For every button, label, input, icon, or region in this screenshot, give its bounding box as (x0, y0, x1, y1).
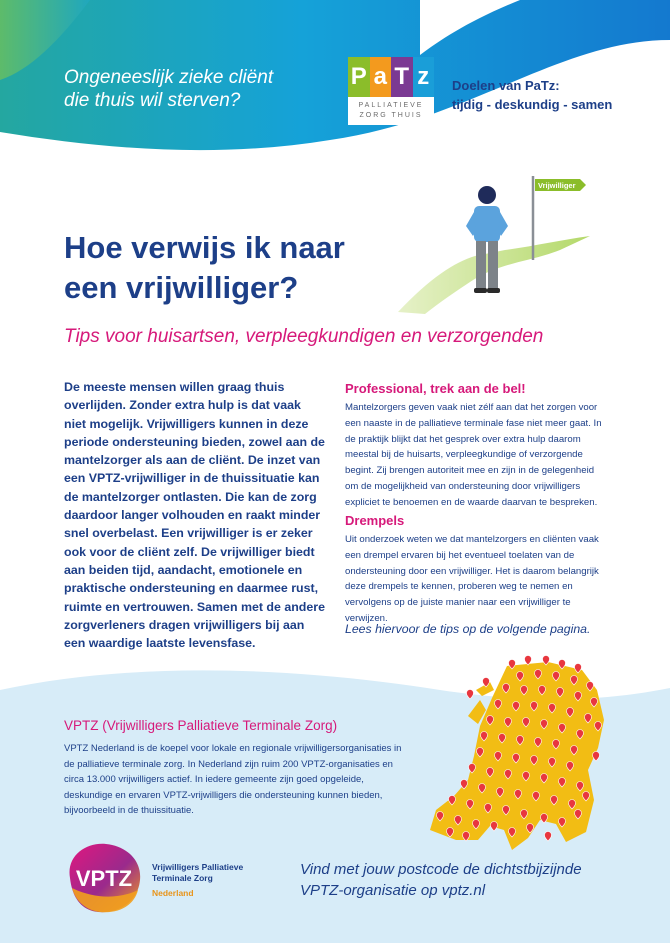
vptz-title: VPTZ (Vrijwilligers Palliatieve Terminale Zorg) (64, 718, 338, 733)
section-drempels-heading: Drempels (345, 513, 405, 528)
page-title-line1: Hoe verwijs ik naar (64, 230, 345, 265)
section-drempels-body: Uit onderzoek weten we dat mantelzorgers en cliënten vaak een drempel ervaren bij het eventueel toelaten van de ondersteuning door een vrijwilliger. Het is daarom belangrijk deze drempels te kennen, proberen weg te nemen en vervolgens op de juiste manier naar een vrijwilliger te verwijzen. (345, 534, 599, 624)
map-pin-icon (545, 832, 552, 841)
patz-logo-subtitle-line2: ZORG THUIS (359, 112, 423, 119)
vptz-name-line3: Nederland (152, 888, 194, 898)
header-question-line2: die thuis wil sterven? (64, 90, 241, 111)
patz-logo-letter-z: z (413, 57, 435, 97)
vptz-name-line2: Terminale Zorg (152, 873, 213, 883)
postcode-cta (300, 859, 582, 901)
patz-logo-letter-p: P (348, 57, 370, 97)
sign-text: Vrijwilliger (538, 181, 576, 190)
vptz-name-line1: Vrijwilligers Palliatieve (152, 862, 244, 872)
vptz-logo (62, 840, 146, 916)
section-professional-body: Mantelzorgers geven vaak niet zélf aan dat het zorgen voor een naaste in de palliatieve terminale fase niet meer gaat. In de praktijk blijkt dat het gesprek over extra hulp daarom meestal bij de huisarts, verpleegkundige of verzorgende begint. Zij brengen autoriteit mee en zijn in de gelegenheid om de mogelijkheid van ondersteuning door vrijwilligers expliciet te benoemen en de waarde daarvan te bespreken. (345, 402, 602, 508)
vptz-organisation-name (152, 862, 243, 899)
patz-logo-letter-a: a (370, 57, 392, 97)
patz-logo-subtitle-line1: PALLIATIEVE (358, 102, 424, 109)
postcode-cta-line2: VPTZ-organisatie op vptz.nl (300, 882, 486, 899)
map-pin-icon (491, 822, 498, 832)
section-professional-heading: Professional, trek aan de bel! (345, 381, 526, 396)
patz-goals-line1: Doelen van PaTz: (452, 78, 560, 93)
header-question-line1: Ongeneeslijk zieke cliënt (64, 67, 274, 88)
intro-paragraph: De meeste mensen willen graag thuis overlijden. Zonder extra hulp is dat vaak niet mogelijk. Vrijwilligers kunnen in deze periode ondersteuning bieden, zowel aan de mantelzorger als aan de cliënt. De inzet van een VPTZ-vrijwilliger in de thuissituatie kan de mantelzorger ontlasten. Die kan de zorg daardoor langer volhouden en raakt minder snel overbelast. Een vrijwilliger is er zeker ook voor de cliënt zelf. De vrijwilliger biedt aan beiden tijd, aandacht, emotionele en praktische ondersteuning en daarmee rust, ruimte en vertrouwen. Samen met de andere zorgverleners dragen vrijwilligers bij aan een waardige laatste levensfase. (64, 380, 325, 651)
page-title-line2: een vrijwilliger? (64, 270, 299, 305)
postcode-cta-line1: Vind met jouw postcode de dichtstbijzijnde (300, 861, 582, 878)
read-more-note: Lees hiervoor de tips op de volgende pagina. (345, 622, 591, 636)
map-pin-icon (525, 656, 532, 666)
patz-logo-letter-t: T (391, 57, 413, 97)
patz-goals-line2: tijdig - deskundig - samen (452, 97, 613, 112)
page-subtitle: Tips voor huisartsen, verpleegkundigen en verzorgenden (64, 326, 544, 347)
vptz-logo-text: VPTZ (75, 866, 133, 891)
map-pin-icon (467, 690, 474, 699)
map-pin-icon (593, 752, 600, 762)
vptz-description: VPTZ Nederland is de koepel voor lokale en regionale vrijwilligersorganisaties in de palliatieve terminale zorg. In Nederland zijn ruim 200 VPTZ-organisaties en circa 13.000 vrijwilligers actief. In iedere gemeente zijn goed opgeleide, deskundige en ervaren VPTZ-vrijwilligers die ondersteuning kunnen bieden, bijvoorbeeld in de thuissituatie. (64, 743, 402, 817)
